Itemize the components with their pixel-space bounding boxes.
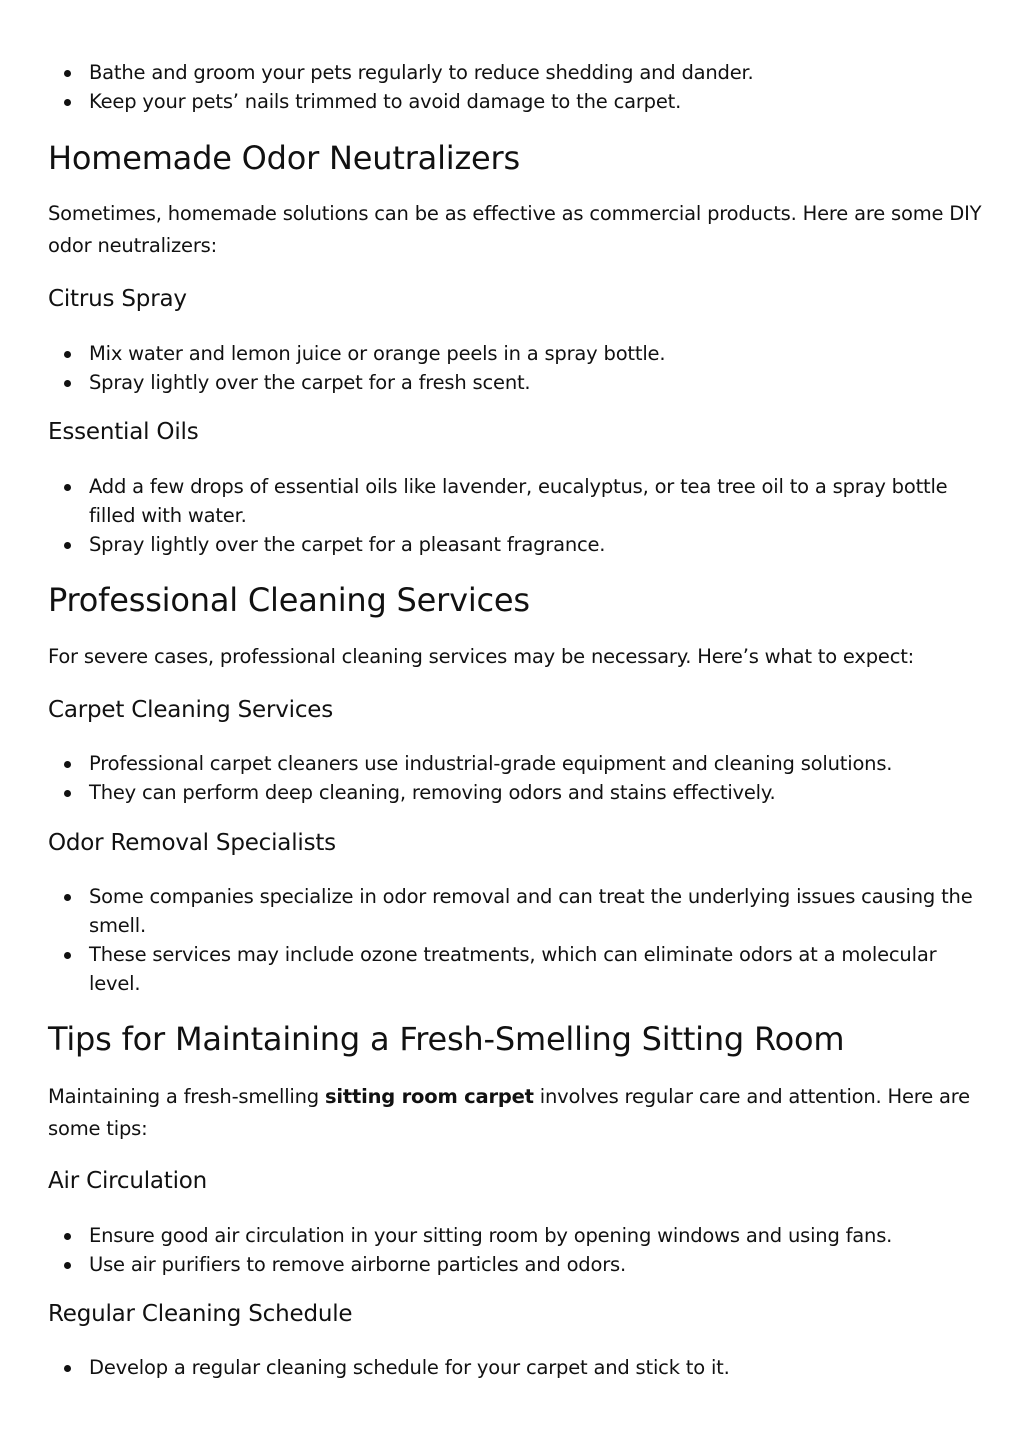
tips-intro-paragraph <box>48 1081 983 1145</box>
list-item: Develop a regular cleaning schedule for your carpet and stick to it. <box>48 1353 978 1382</box>
tips-intro-start: Maintaining a fresh-smelling <box>48 1085 325 1108</box>
cleaning-schedule-list <box>48 1353 978 1382</box>
subheading-carpet-cleaning-services: Carpet Cleaning Services <box>48 697 334 723</box>
subheading-essential-oils: Essential Oils <box>48 419 199 445</box>
odor-removal-list <box>48 882 978 998</box>
list-item: Bathe and groom your pets regularly to reduce shedding and dander. <box>48 58 978 87</box>
list-item: Ensure good air circulation in your sitting room by opening windows and using fans. <box>48 1221 978 1250</box>
subheading-odor-removal-specialists: Odor Removal Specialists <box>48 830 336 856</box>
citrus-spray-list <box>48 339 978 397</box>
essential-oils-list <box>48 472 978 559</box>
list-item: Professional carpet cleaners use industrial-grade equipment and cleaning solutions. <box>48 749 978 778</box>
subheading-regular-cleaning-schedule: Regular Cleaning Schedule <box>48 1301 353 1327</box>
list-item: Spray lightly over the carpet for a fresh scent. <box>48 368 978 397</box>
list-item: Some companies specialize in odor removal and can treat the underlying issues causing the smell. <box>48 882 978 940</box>
pet-care-list <box>48 58 978 116</box>
carpet-cleaning-list <box>48 749 978 807</box>
heading-homemade-odor-neutralizers: Homemade Odor Neutralizers <box>48 139 520 177</box>
homemade-intro-paragraph: Sometimes, homemade solutions can be as effective as commercial products. Here are some DIY odor neutralizers: <box>48 202 982 257</box>
heading-professional-cleaning-services: Professional Cleaning Services <box>48 581 530 619</box>
list-item: Spray lightly over the carpet for a pleasant fragrance. <box>48 530 978 559</box>
list-item: They can perform deep cleaning, removing odors and stains effectively. <box>48 778 978 807</box>
list-item: Keep your pets’ nails trimmed to avoid damage to the carpet. <box>48 87 978 116</box>
air-circulation-list <box>48 1221 978 1279</box>
list-item: Add a few drops of essential oils like lavender, eucalyptus, or tea tree oil to a spray bottle filled with water. <box>48 472 978 530</box>
tips-intro-bold-phrase: sitting room carpet <box>324 1085 534 1108</box>
subheading-air-circulation: Air Circulation <box>48 1168 208 1194</box>
subheading-citrus-spray: Citrus Spray <box>48 286 187 312</box>
list-item: These services may include ozone treatments, which can eliminate odors at a molecular level. <box>48 940 978 998</box>
heading-tips-fresh-smelling-room: Tips for Maintaining a Fresh-Smelling Sitting Room <box>48 1020 845 1058</box>
tips-intro-end: involves regular care and attention. Here are some tips: <box>48 1085 970 1140</box>
professional-intro-paragraph: For severe cases, professional cleaning services may be necessary. Here’s what to expect: <box>48 645 915 668</box>
list-item: Use air purifiers to remove airborne particles and odors. <box>48 1250 978 1279</box>
list-item: Mix water and lemon juice or orange peels in a spray bottle. <box>48 339 978 368</box>
